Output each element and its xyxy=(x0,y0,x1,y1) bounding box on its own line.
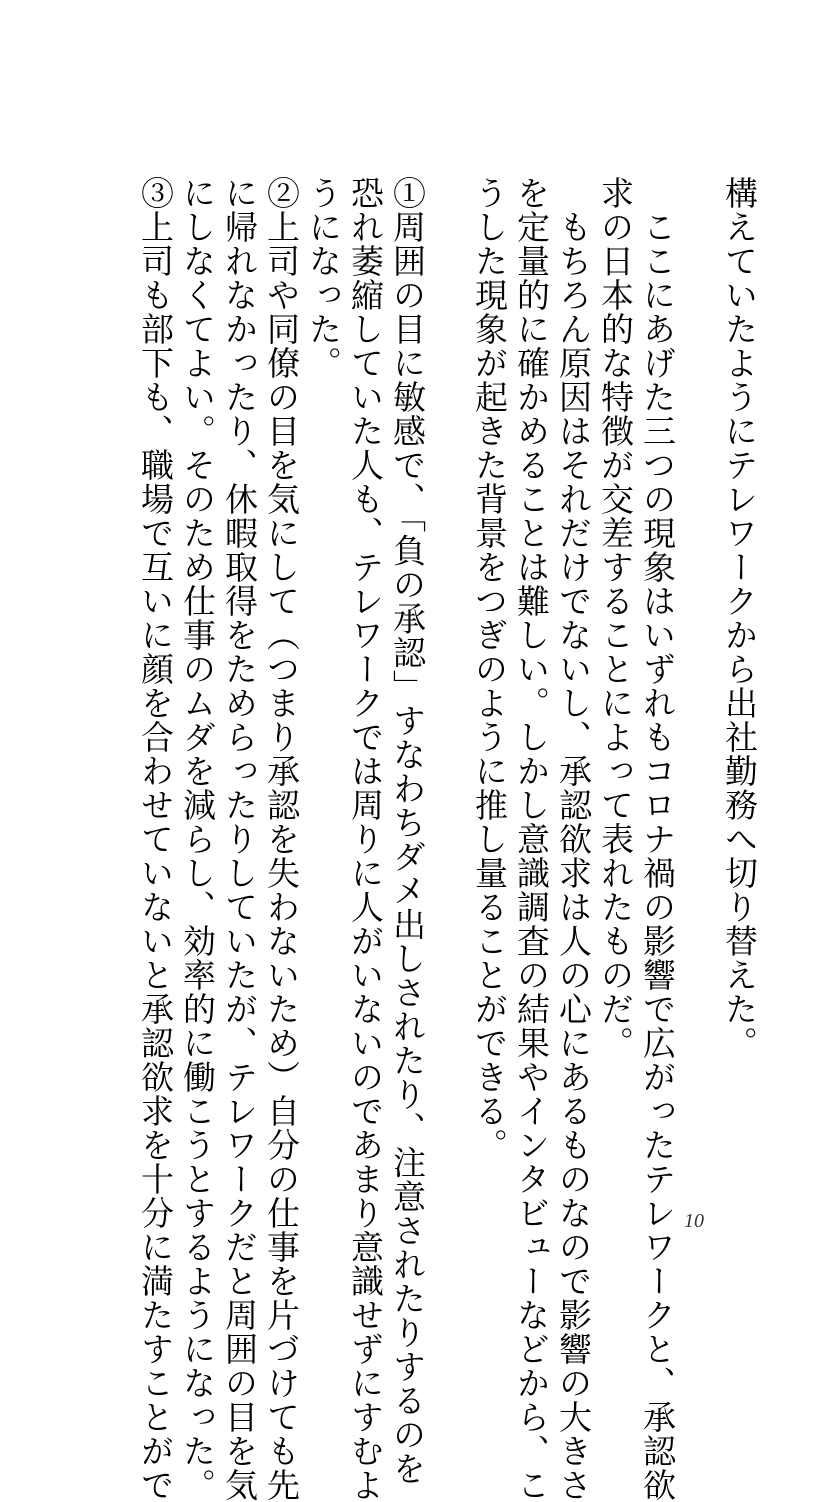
blank-line xyxy=(678,176,718,1206)
list-item-line: うになった。 xyxy=(304,176,343,380)
blank-line xyxy=(428,176,468,1206)
page-number: 10 xyxy=(684,1210,704,1232)
list-item-line: にしなくてよい。そのため仕事のムダを減らし、効率的に働こうとするようになった。 xyxy=(178,176,217,1502)
text-line: を定量的に確かめることは難しい。しかし意識調査の結果やインタビューなどから、こ xyxy=(512,176,551,1502)
text-line: 求の日本的な特徴が交差することによって表れたものだ。 xyxy=(596,176,635,1060)
text-line: もちろん原因はそれだけでないし、承認欲求は人の心にあるものなので影響の大きさ xyxy=(554,176,593,1502)
list-item-line: ②上司や同僚の目を気にして（つまり承認を失わないため）自分の仕事を片づけても先 xyxy=(262,176,301,1502)
text-line: うした現象が起きた背景をつぎのように推し量ることができる。 xyxy=(470,176,509,1162)
list-item-line: 恐れ萎縮していた人も、テレワークでは周りに人がいないのであまり意識せずにすむよ xyxy=(346,176,385,1502)
list-item-line: ①周囲の目に敏感で、「負の承認」すなわちダメ出しされたり、注意されたりするのを xyxy=(388,176,427,1486)
text-line: ここにあげた三つの現象はいずれもコロナ禍の影響で広がったテレワークと、承認欲 xyxy=(638,176,677,1502)
list-item-line: ③上司も部下も、職場で互いに顔を合わせていないと承認欲求を十分に満たすことがで xyxy=(136,176,175,1502)
list-item-line: に帰れなかったり、休暇取得をためらったりしていたが、テレワークだと周囲の目を気 xyxy=(220,176,259,1502)
text-line: 構えていたようにテレワークから出社勤務へ切り替えた。 xyxy=(720,176,759,1060)
